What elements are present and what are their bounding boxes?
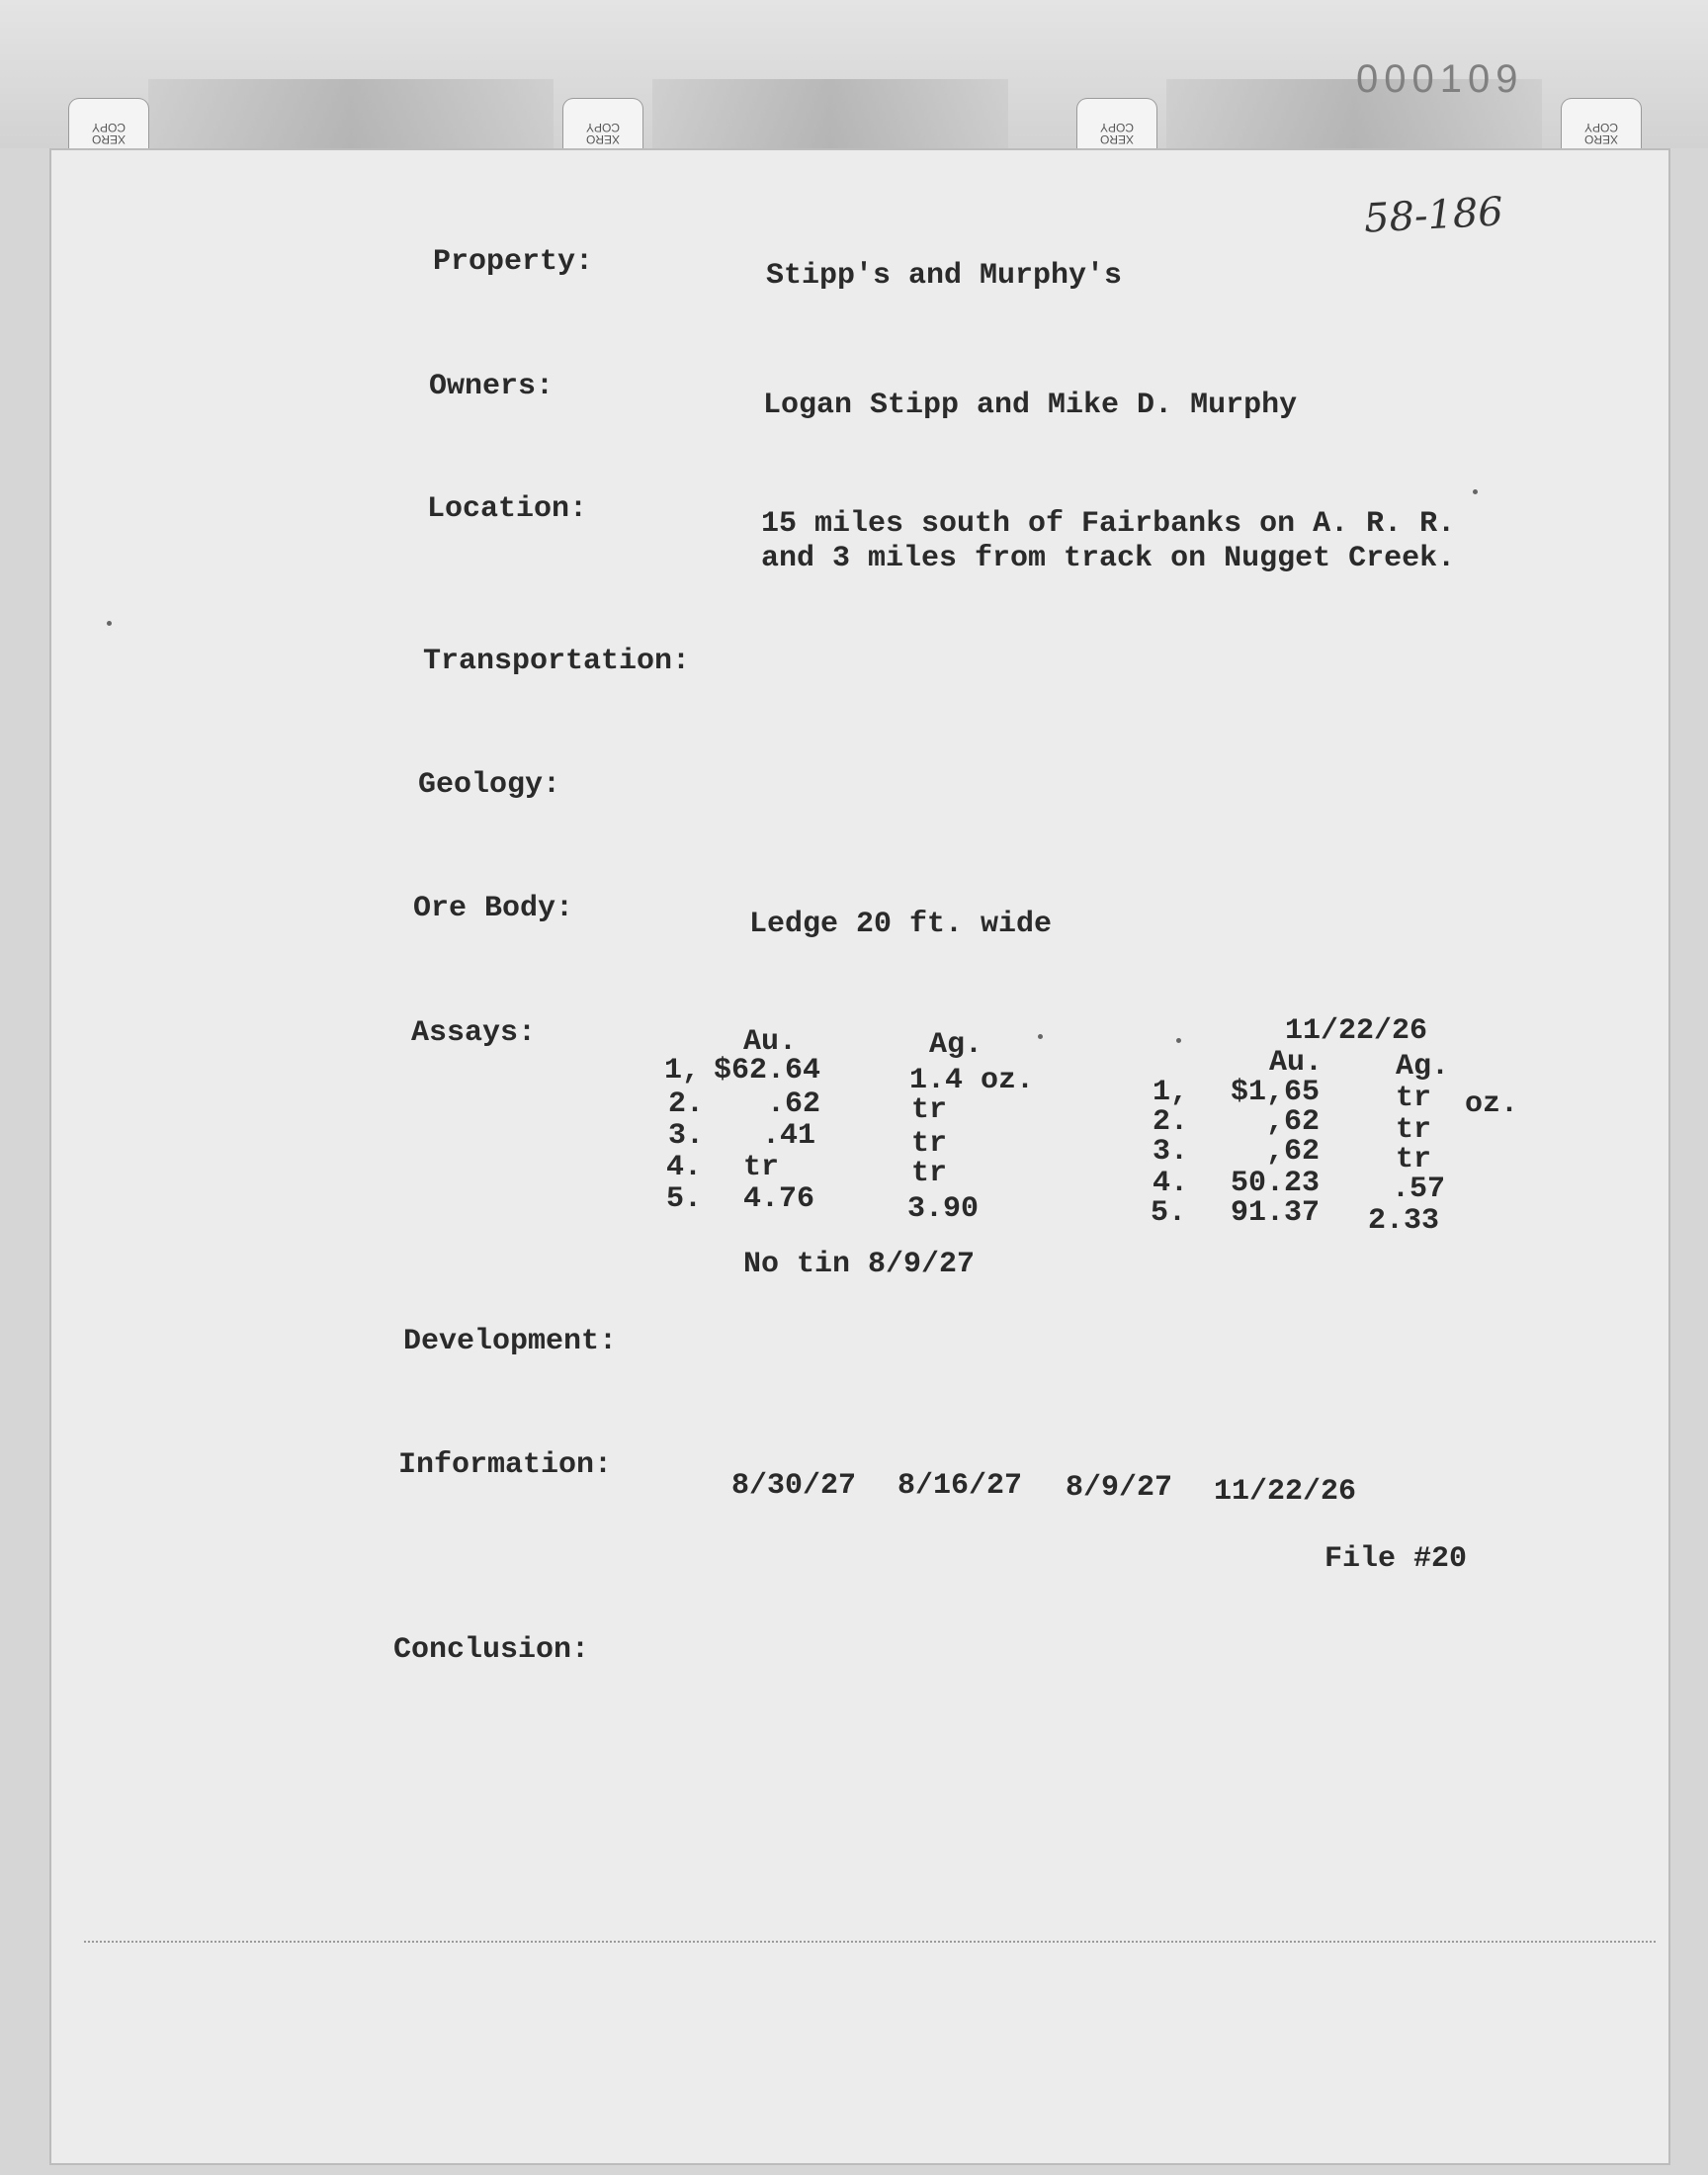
binder-shadow — [652, 79, 1008, 153]
document-number: 000109 — [1356, 57, 1524, 101]
property-label: Property: — [433, 245, 594, 279]
right-unit: oz. — [1465, 1088, 1519, 1121]
left-row-2-au: .62 — [766, 1088, 820, 1121]
right-row-2-au: ,62 — [1265, 1105, 1320, 1139]
right-row-3-ag: tr — [1396, 1143, 1432, 1176]
owners-value: Logan Stipp and Mike D. Murphy — [763, 389, 1298, 422]
right-row-4-au: 50.23 — [1230, 1167, 1320, 1200]
left-row-1-num: 1, — [664, 1054, 701, 1088]
left-row-5-ag: 3.90 — [907, 1192, 980, 1226]
information-date-1: 8/30/27 — [731, 1469, 857, 1503]
ink-speck — [1038, 1034, 1043, 1039]
right-row-4-ag: .57 — [1392, 1173, 1446, 1206]
assays-label: Assays: — [411, 1016, 537, 1050]
property-value: Stipp's and Murphy's — [766, 259, 1123, 293]
right-au-header: Au. — [1269, 1046, 1324, 1080]
binder-shadow — [148, 79, 554, 153]
left-row-3-num: 3. — [668, 1119, 705, 1153]
left-row-5-au: 4.76 — [743, 1182, 815, 1216]
conclusion-label: Conclusion: — [393, 1633, 590, 1667]
xero-copy-stamp: XERO COPY — [1562, 99, 1641, 168]
right-row-1-ag: tr — [1396, 1082, 1432, 1115]
development-label: Development: — [403, 1325, 618, 1358]
transportation-label: Transportation: — [423, 645, 691, 678]
right-row-5-num: 5. — [1151, 1196, 1187, 1230]
geology-label: Geology: — [418, 768, 561, 802]
right-row-2-ag: tr — [1396, 1113, 1432, 1147]
right-row-2-num: 2. — [1153, 1105, 1189, 1139]
bottom-dotted-rule — [84, 1941, 1656, 1943]
left-row-2-num: 2. — [668, 1088, 705, 1121]
xero-copy-stamp: XERO COPY — [563, 99, 642, 168]
right-row-1-num: 1, — [1153, 1076, 1189, 1109]
left-row-5-num: 5. — [666, 1182, 703, 1216]
ink-speck — [1473, 489, 1478, 494]
left-row-4-au: tr — [743, 1151, 780, 1184]
left-row-4-ag: tr — [911, 1157, 948, 1190]
location-label: Location: — [427, 492, 588, 526]
right-row-4-num: 4. — [1153, 1167, 1189, 1200]
file-number: File #20 — [1324, 1542, 1468, 1576]
ink-speck — [107, 621, 112, 626]
ore-body-label: Ore Body: — [413, 892, 574, 925]
right-row-5-au: 91.37 — [1230, 1196, 1320, 1230]
left-ag-header: Ag. — [929, 1028, 983, 1062]
left-row-3-ag: tr — [911, 1127, 948, 1161]
left-row-2-ag: tr — [911, 1093, 948, 1127]
handwritten-file-reference: 58-186 — [1362, 189, 1504, 242]
information-date-4: 11/22/26 — [1214, 1475, 1357, 1509]
ink-speck — [1176, 1038, 1181, 1043]
ore-body-value: Ledge 20 ft. wide — [749, 908, 1053, 941]
left-row-1-ag: 1.4 oz. — [909, 1064, 1035, 1097]
information-date-3: 8/9/27 — [1066, 1471, 1173, 1505]
left-row-3-au: .41 — [761, 1119, 815, 1153]
xero-copy-stamp: XERO COPY — [1077, 99, 1156, 168]
no-tin-note: No tin 8/9/27 — [743, 1248, 976, 1281]
information-label: Information: — [398, 1448, 613, 1482]
location-line-1: 15 miles south of Fairbanks on A. R. R. — [761, 507, 1456, 541]
left-row-4-num: 4. — [666, 1151, 703, 1184]
location-line-2: and 3 miles from track on Nugget Creek. — [761, 542, 1456, 575]
left-au-header: Au. — [743, 1025, 798, 1059]
right-row-3-num: 3. — [1153, 1135, 1189, 1169]
right-table-date: 11/22/26 — [1285, 1014, 1428, 1048]
right-row-5-ag: 2.33 — [1368, 1204, 1440, 1238]
right-row-3-au: ,62 — [1265, 1135, 1320, 1169]
right-ag-header: Ag. — [1396, 1050, 1450, 1084]
information-date-2: 8/16/27 — [897, 1469, 1023, 1503]
left-row-1-au: $62.64 — [713, 1054, 820, 1088]
right-row-1-au: $1,65 — [1230, 1076, 1320, 1109]
owners-label: Owners: — [429, 370, 555, 403]
xero-copy-stamp: XERO COPY — [69, 99, 148, 168]
